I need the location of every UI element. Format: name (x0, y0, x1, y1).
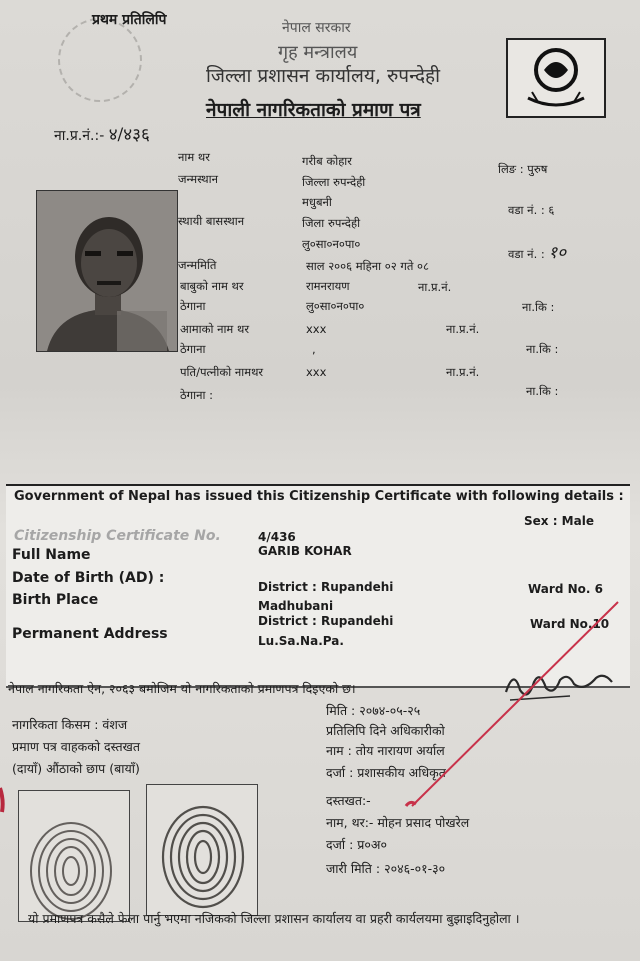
spouse-name-label: पति/पत्नीको नामथर (180, 365, 264, 379)
national-emblem-icon (506, 38, 606, 118)
birth-locality: Madhubani (258, 599, 334, 613)
dob-ad-label: Date of Birth (AD) : (12, 570, 165, 586)
permanent-district: जिला रुपन्देही (302, 216, 361, 230)
mother-address-label: ठेगाना (180, 342, 206, 356)
dob-label: जन्ममिति (178, 258, 217, 272)
father-address-value: लु०सा०न०पा० (306, 299, 365, 313)
english-sex: Sex : Male (524, 514, 594, 528)
father-nationality: ना.कि : (522, 300, 555, 314)
footer-notice: यो प्रमाणपत्र कसैले फेला पार्नु भएमा नजिकको जिल्ला प्रशासन कार्यालय वा प्रहरी कार्यलयमा बुझाइदिनुहोला । (28, 911, 520, 926)
mother-cert-no: ना.प्र.नं. (446, 322, 480, 336)
permanent-address-label: स्थायी बासस्थान (178, 214, 245, 228)
permanent-district-en: District : Rupandehi (258, 614, 394, 628)
spouse-address-label: ठेगाना : (180, 388, 214, 402)
cert-no-value: 4/436 (258, 530, 296, 544)
birth-place-label: Birth Place (12, 592, 99, 608)
issue-date: जारी मिति : २०४६-०१-३० (326, 861, 446, 876)
permanent-locality: लु०सा०न०पा० (302, 237, 361, 251)
english-header: Government of Nepal has issued this Citizenship Certificate with following details : (14, 489, 624, 504)
birthplace-label: जन्मस्थान (178, 172, 219, 186)
father-name-value: रामनरायण (306, 279, 350, 293)
officer-rank: दर्जा : प्रशासकीय अधिकृत (326, 765, 446, 780)
full-name-value: GARIB KOHAR (258, 544, 352, 558)
copy-date: मिति : २०७४-०५-२५ (326, 703, 421, 718)
holder-signature-label: प्रमाण पत्र वाहकको दस्तखत (12, 739, 141, 754)
round-seal-stamp (58, 18, 142, 102)
original-officer-rank: दर्जा : प्र०अ० (326, 837, 387, 852)
citizenship-type: नागरिकता किसम : वंशज (12, 717, 128, 732)
original-officer-name: नाम, थर:- मोहन प्रसाद पोखरेल (326, 815, 470, 830)
government-name: नेपाल सरकार (282, 20, 351, 36)
permanent-ward-value: १० (548, 243, 567, 263)
registration-value: ४/४३६ (108, 125, 150, 145)
full-name-label: Full Name (12, 547, 91, 563)
office-name: जिल्ला प्रशासन कार्यालय, रुपन्देही (206, 65, 441, 87)
mother-address-value: , (312, 342, 316, 356)
copy-label: प्रथम प्रतिलिपि (92, 12, 167, 28)
spouse-name-value: xxx (306, 365, 327, 379)
mother-nationality: ना.कि : (526, 342, 559, 356)
father-cert-no: ना.प्र.नं. (418, 280, 452, 294)
sex-label: लिङ : पुरुष (498, 162, 548, 176)
birthplace-district: जिल्ला रुपन्देही (302, 175, 366, 189)
act-statement: नेपाल नागरिकता ऐन, २०६३ बमोजिम यो नागरिकताको प्रमाणपत्र दिइएको छ। (8, 681, 356, 696)
registration-number (54, 122, 150, 145)
certificate-title: नेपाली नागरिकताको प्रमाण पत्र (206, 99, 421, 121)
birth-ward-en: Ward No. 6 (528, 582, 603, 596)
birthplace-locality: मधुबनी (302, 195, 332, 209)
permanent-locality-en: Lu.Sa.Na.Pa. (258, 634, 344, 648)
mother-name-value: xxx (306, 322, 327, 336)
mother-name-label: आमाको नाम थर (180, 322, 250, 336)
left-thumbprint-image (146, 784, 258, 916)
holder-photo (36, 190, 178, 352)
permanent-ward-en: Ward No.10 (530, 617, 610, 631)
permanent-ward (508, 240, 566, 263)
spouse-cert-no: ना.प्र.नं. (446, 365, 480, 379)
father-address-label: ठेगाना (180, 299, 206, 313)
thumbprint-label: (दायाँ) औंठाको छाप (बायाँ) (12, 761, 140, 776)
cert-no-label: Citizenship Certificate No. (14, 528, 221, 544)
birth-ward: वडा नं. : ६ (508, 203, 555, 217)
registration-label: ना.प्र.नं.:- (54, 128, 105, 144)
signature-label: दस्तखत:- (326, 793, 371, 808)
name-value: गरीब कोहार (302, 154, 352, 168)
right-thumbprint-image (18, 790, 130, 922)
issuing-officer-label: प्रतिलिपि दिने अधिकारीको (326, 723, 445, 738)
officer-name: नाम : तोय नारायण अर्याल (326, 743, 445, 758)
name-label: नाम थर (178, 150, 210, 164)
father-name-label: बाबुको नाम थर (180, 279, 244, 293)
permanent-ward-label: वडा नं. : (508, 247, 545, 261)
dob-value: साल २००६ महिना ०२ गते ०८ (306, 259, 430, 273)
officer-signature-image (500, 662, 620, 708)
spouse-nationality: ना.कि : (526, 384, 559, 398)
ministry-name: गृह मन्त्रालय (278, 42, 358, 63)
birth-district: District : Rupandehi (258, 580, 394, 594)
permanent-address-en-label: Permanent Address (12, 626, 168, 642)
